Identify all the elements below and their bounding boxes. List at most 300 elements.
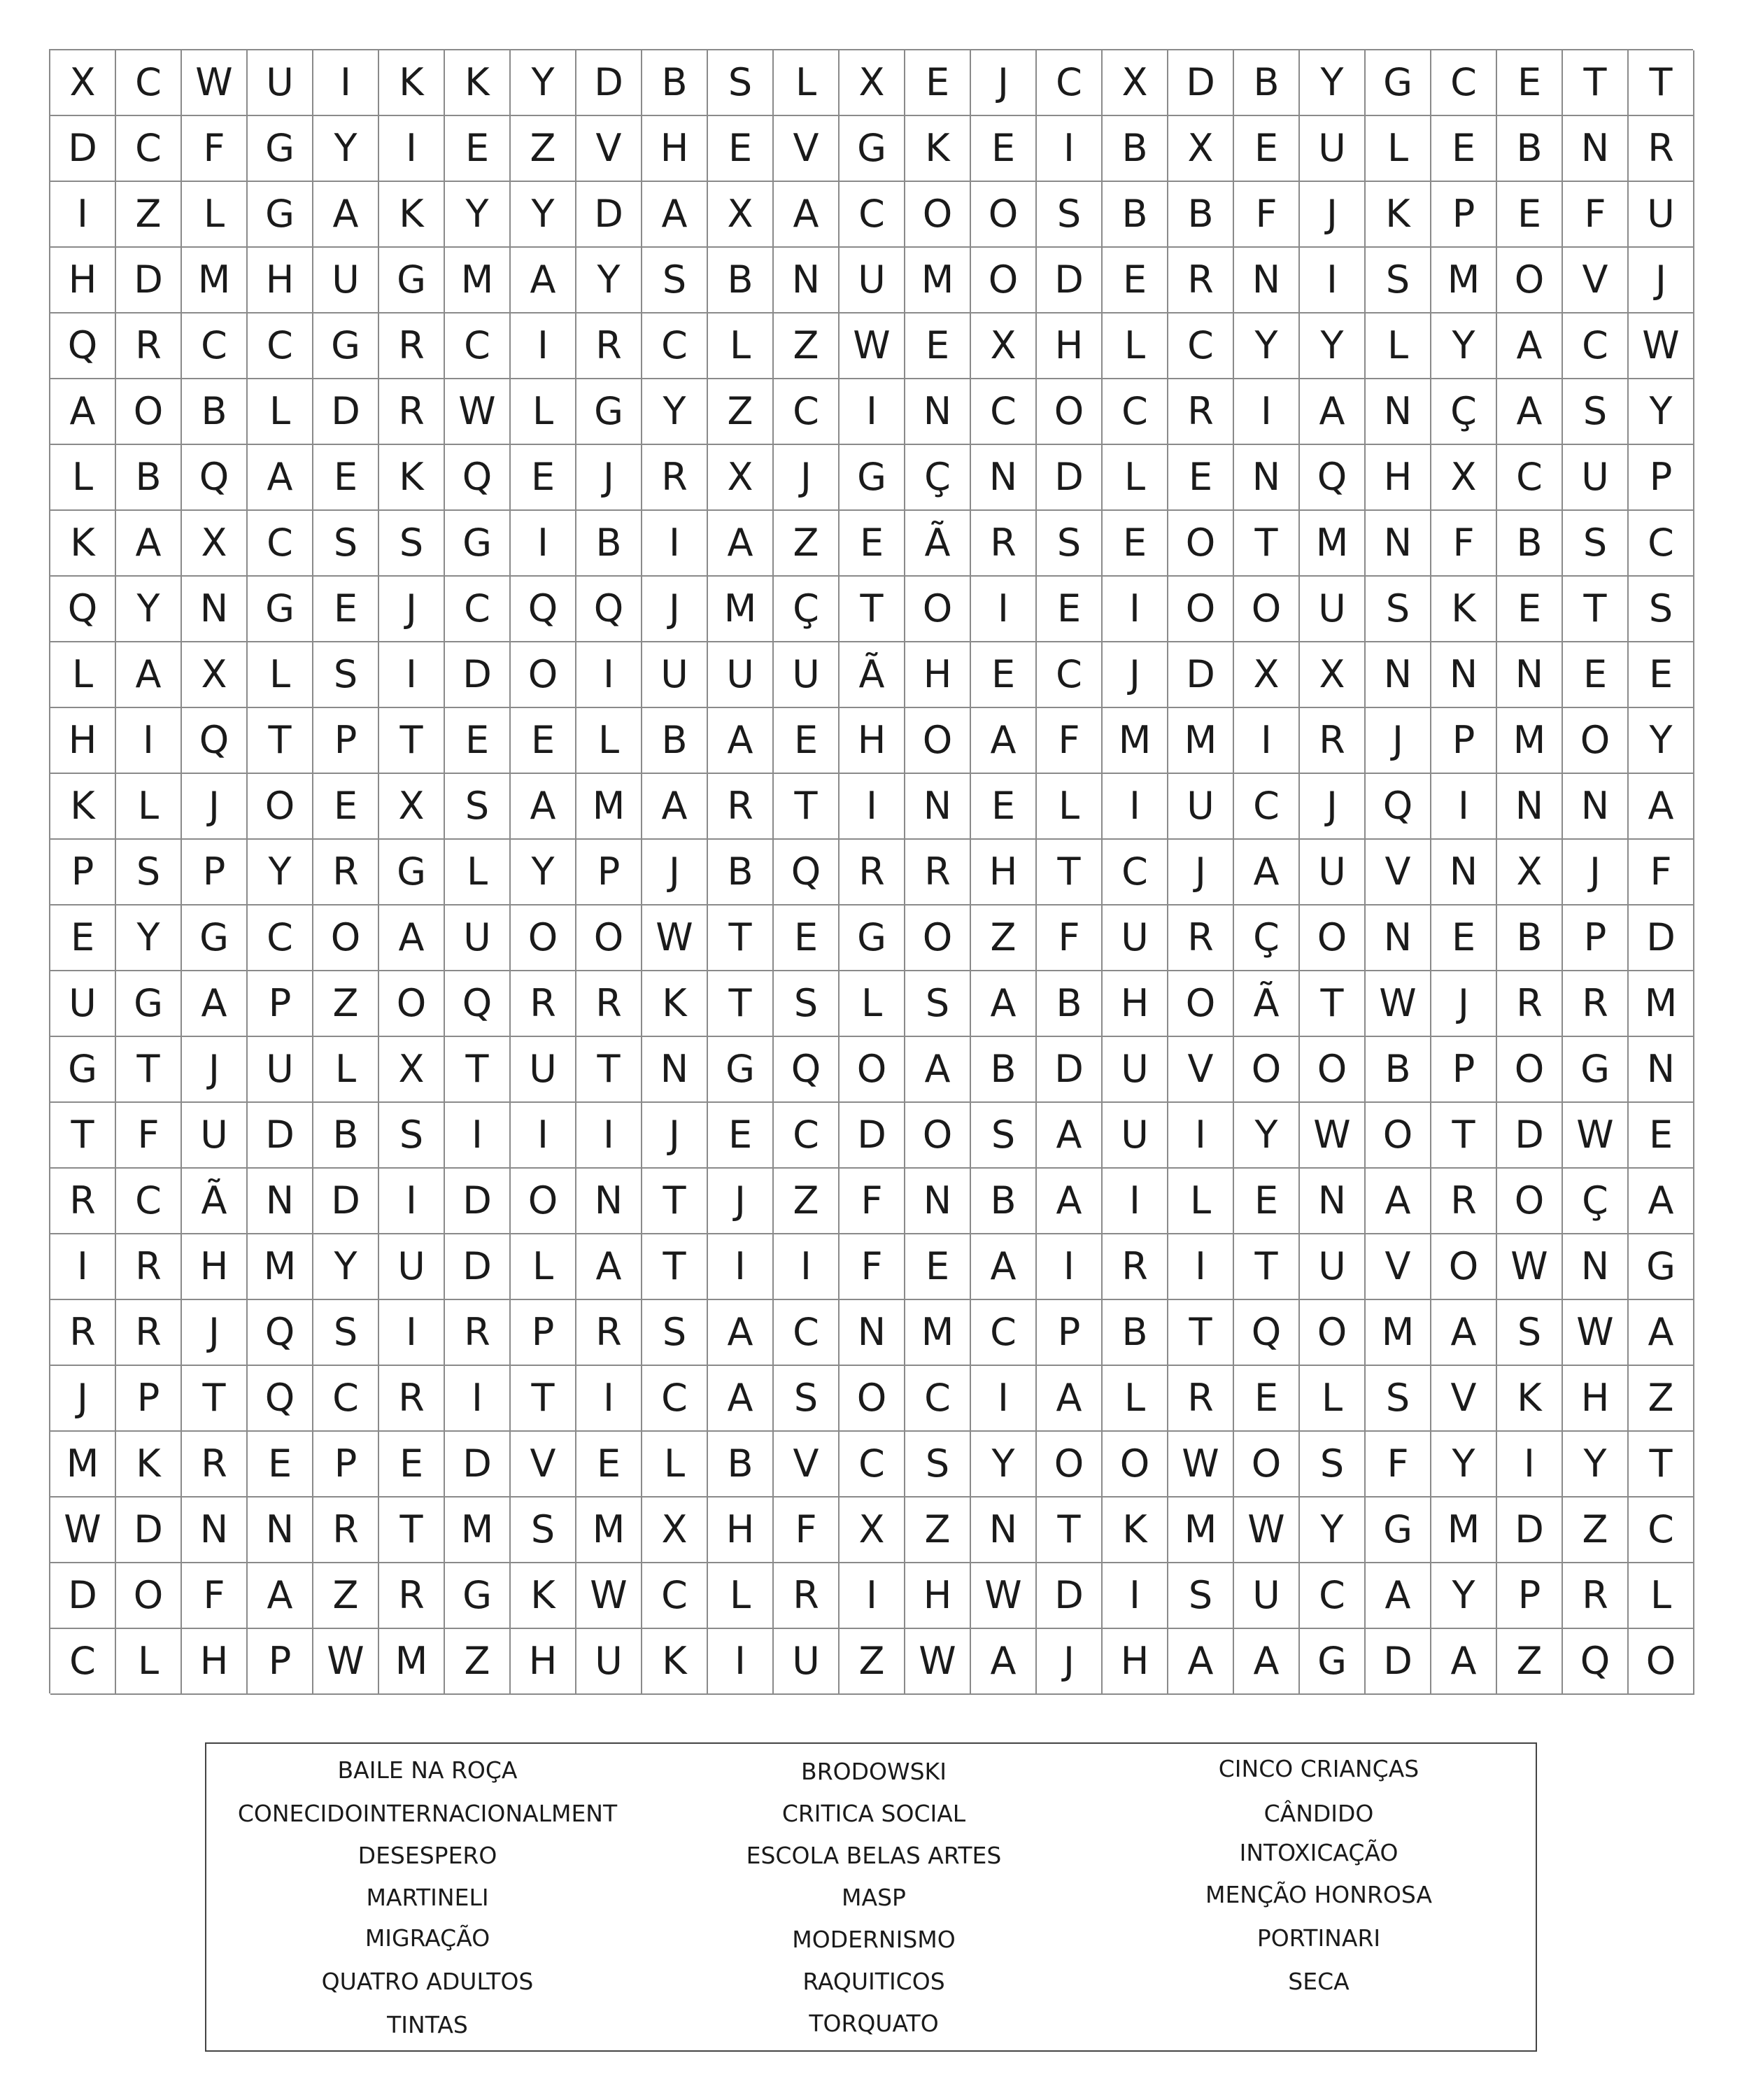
grid-cell[interactable]: R [379,379,445,445]
grid-cell[interactable]: R [511,971,576,1037]
grid-cell[interactable]: Z [905,1498,971,1563]
grid-cell[interactable]: M [1629,971,1694,1037]
grid-cell[interactable]: G [1366,1498,1431,1563]
grid-cell[interactable]: H [1103,971,1168,1037]
grid-cell[interactable]: A [511,248,576,313]
grid-cell[interactable]: O [1037,1432,1103,1498]
grid-cell[interactable]: A [1037,1103,1103,1169]
grid-cell[interactable]: Q [576,577,642,642]
grid-cell[interactable]: N [1563,774,1629,840]
grid-cell[interactable]: M [1431,248,1497,313]
grid-cell[interactable]: P [1629,445,1694,511]
grid-cell[interactable]: H [971,840,1037,905]
grid-cell[interactable]: Z [774,1169,840,1234]
grid-cell[interactable]: D [1497,1103,1563,1169]
grid-cell[interactable]: Y [445,182,511,248]
grid-cell[interactable]: N [905,774,971,840]
grid-cell[interactable]: N [248,1498,313,1563]
grid-cell[interactable]: Y [1431,1432,1497,1498]
grid-cell[interactable]: P [1431,708,1497,774]
grid-cell[interactable]: N [248,1169,313,1234]
grid-cell[interactable]: C [774,379,840,445]
grid-cell[interactable]: W [971,1563,1037,1629]
grid-cell[interactable]: X [1234,642,1300,708]
grid-cell[interactable]: W [1497,1234,1563,1300]
grid-cell[interactable]: I [1103,1563,1168,1629]
grid-cell[interactable]: I [1168,1234,1234,1300]
grid-cell[interactable]: I [1300,248,1366,313]
grid-cell[interactable]: B [116,445,182,511]
grid-cell[interactable]: T [182,1366,248,1432]
grid-cell[interactable]: O [1300,1300,1366,1366]
grid-cell[interactable]: O [1497,1037,1563,1103]
grid-cell[interactable]: S [708,50,774,116]
grid-cell[interactable]: O [116,1563,182,1629]
grid-cell[interactable]: B [971,1169,1037,1234]
grid-cell[interactable]: V [774,1432,840,1498]
grid-cell[interactable]: I [1037,1234,1103,1300]
grid-cell[interactable]: Z [774,313,840,379]
grid-cell[interactable]: N [182,577,248,642]
grid-cell[interactable]: J [642,577,708,642]
grid-cell[interactable]: G [50,1037,116,1103]
grid-cell[interactable]: N [1234,445,1300,511]
grid-cell[interactable]: E [1629,642,1694,708]
grid-cell[interactable]: L [1300,1366,1366,1432]
grid-cell[interactable]: C [182,313,248,379]
grid-cell[interactable]: A [708,511,774,577]
grid-cell[interactable]: A [642,182,708,248]
grid-cell[interactable]: K [1431,577,1497,642]
grid-cell[interactable]: N [1300,1169,1366,1234]
grid-cell[interactable]: B [708,1432,774,1498]
grid-cell[interactable]: E [248,1432,313,1498]
grid-cell[interactable]: K [50,511,116,577]
grid-cell[interactable]: U [1300,840,1366,905]
grid-cell[interactable]: Q [248,1366,313,1432]
grid-cell[interactable]: T [642,1169,708,1234]
grid-cell[interactable]: R [313,840,379,905]
grid-cell[interactable]: H [905,642,971,708]
grid-cell[interactable]: D [445,1169,511,1234]
grid-cell[interactable]: I [840,379,905,445]
grid-cell[interactable]: T [248,708,313,774]
grid-cell[interactable]: V [774,116,840,182]
grid-cell[interactable]: R [50,1169,116,1234]
grid-cell[interactable]: P [50,840,116,905]
grid-cell[interactable]: D [1497,1498,1563,1563]
grid-cell[interactable]: R [116,313,182,379]
grid-cell[interactable]: A [511,774,576,840]
grid-cell[interactable]: U [840,248,905,313]
grid-cell[interactable]: B [1103,182,1168,248]
grid-cell[interactable]: N [1366,905,1431,971]
grid-cell[interactable]: D [50,1563,116,1629]
grid-cell[interactable]: R [182,1432,248,1498]
grid-cell[interactable]: Y [313,116,379,182]
grid-cell[interactable]: O [1103,1432,1168,1498]
grid-cell[interactable]: M [1300,511,1366,577]
grid-cell[interactable]: M [248,1234,313,1300]
grid-cell[interactable]: G [1366,50,1431,116]
grid-cell[interactable]: X [182,642,248,708]
grid-cell[interactable]: Q [774,840,840,905]
grid-cell[interactable]: C [445,577,511,642]
grid-cell[interactable]: O [905,1103,971,1169]
grid-cell[interactable]: J [1300,774,1366,840]
grid-cell[interactable]: X [379,774,445,840]
grid-cell[interactable]: I [511,511,576,577]
grid-cell[interactable]: A [248,1563,313,1629]
grid-cell[interactable]: C [1629,1498,1694,1563]
grid-cell[interactable]: M [905,1300,971,1366]
grid-cell[interactable]: Q [248,1300,313,1366]
grid-cell[interactable]: Q [511,577,576,642]
grid-cell[interactable]: Ã [905,511,971,577]
grid-cell[interactable]: T [708,905,774,971]
grid-cell[interactable]: N [1366,511,1431,577]
grid-cell[interactable]: B [1234,50,1300,116]
grid-cell[interactable]: I [576,1103,642,1169]
grid-cell[interactable]: L [1103,445,1168,511]
grid-cell[interactable]: U [774,1629,840,1695]
grid-cell[interactable]: L [1366,116,1431,182]
grid-cell[interactable]: T [576,1037,642,1103]
grid-cell[interactable]: P [116,1366,182,1432]
grid-cell[interactable]: W [445,379,511,445]
grid-cell[interactable]: I [708,1629,774,1695]
grid-cell[interactable]: R [50,1300,116,1366]
grid-cell[interactable]: C [248,905,313,971]
grid-cell[interactable]: K [379,445,445,511]
grid-cell[interactable]: A [774,182,840,248]
grid-cell[interactable]: J [1103,642,1168,708]
grid-cell[interactable]: M [50,1432,116,1498]
grid-cell[interactable]: R [1168,248,1234,313]
grid-cell[interactable]: W [1168,1432,1234,1498]
grid-cell[interactable]: W [1629,313,1694,379]
grid-cell[interactable]: O [576,905,642,971]
grid-cell[interactable]: H [708,1498,774,1563]
grid-cell[interactable]: Y [1300,50,1366,116]
grid-cell[interactable]: D [1629,905,1694,971]
grid-cell[interactable]: C [1168,313,1234,379]
grid-cell[interactable]: V [1366,840,1431,905]
grid-cell[interactable]: C [1431,50,1497,116]
grid-cell[interactable]: J [379,577,445,642]
grid-cell[interactable]: L [1366,313,1431,379]
grid-cell[interactable]: C [1234,774,1300,840]
grid-cell[interactable]: M [445,1498,511,1563]
grid-cell[interactable]: L [116,774,182,840]
grid-cell[interactable]: G [1300,1629,1366,1695]
grid-cell[interactable]: A [1037,1366,1103,1432]
grid-cell[interactable]: A [116,642,182,708]
grid-cell[interactable]: G [840,116,905,182]
grid-cell[interactable]: D [1366,1629,1431,1695]
grid-cell[interactable]: T [642,1234,708,1300]
grid-cell[interactable]: Y [313,1234,379,1300]
grid-cell[interactable]: O [1366,1103,1431,1169]
grid-cell[interactable]: I [576,642,642,708]
grid-cell[interactable]: G [248,577,313,642]
grid-cell[interactable]: T [379,708,445,774]
grid-cell[interactable]: N [642,1037,708,1103]
grid-cell[interactable]: E [313,577,379,642]
grid-cell[interactable]: J [182,774,248,840]
grid-cell[interactable]: R [576,313,642,379]
grid-cell[interactable]: K [445,50,511,116]
grid-cell[interactable]: E [1234,1169,1300,1234]
grid-cell[interactable]: X [708,445,774,511]
grid-cell[interactable]: Y [1431,1563,1497,1629]
grid-cell[interactable]: Q [182,708,248,774]
grid-cell[interactable]: J [1431,971,1497,1037]
grid-cell[interactable]: D [1037,1563,1103,1629]
grid-cell[interactable]: C [1103,840,1168,905]
grid-cell[interactable]: M [1168,1498,1234,1563]
grid-cell[interactable]: Z [1629,1366,1694,1432]
grid-cell[interactable]: X [50,50,116,116]
grid-cell[interactable]: I [50,182,116,248]
grid-cell[interactable]: F [1366,1432,1431,1498]
grid-cell[interactable]: A [1300,379,1366,445]
grid-cell[interactable]: R [840,840,905,905]
grid-cell[interactable]: G [1563,1037,1629,1103]
grid-cell[interactable]: X [1103,50,1168,116]
grid-cell[interactable]: K [642,1629,708,1695]
grid-cell[interactable]: Z [840,1629,905,1695]
grid-cell[interactable]: K [379,182,445,248]
grid-cell[interactable]: W [313,1629,379,1695]
grid-cell[interactable]: Z [1497,1629,1563,1695]
grid-cell[interactable]: U [708,642,774,708]
grid-cell[interactable]: I [1103,774,1168,840]
grid-cell[interactable]: J [1563,840,1629,905]
grid-cell[interactable]: L [182,182,248,248]
grid-cell[interactable]: R [1497,971,1563,1037]
grid-cell[interactable]: B [642,708,708,774]
grid-cell[interactable]: A [1431,1629,1497,1695]
grid-cell[interactable]: Z [1563,1498,1629,1563]
grid-cell[interactable]: C [642,313,708,379]
grid-cell[interactable]: Y [248,840,313,905]
grid-cell[interactable]: Y [1629,708,1694,774]
grid-cell[interactable]: I [313,50,379,116]
grid-cell[interactable]: S [445,774,511,840]
grid-cell[interactable]: S [1037,511,1103,577]
grid-cell[interactable]: J [774,445,840,511]
grid-cell[interactable]: R [313,1498,379,1563]
grid-cell[interactable]: F [1563,182,1629,248]
grid-cell[interactable]: W [642,905,708,971]
grid-cell[interactable]: A [116,511,182,577]
grid-cell[interactable]: X [1497,840,1563,905]
grid-cell[interactable]: C [445,313,511,379]
grid-cell[interactable]: C [1037,50,1103,116]
grid-cell[interactable]: R [379,313,445,379]
grid-cell[interactable]: I [840,1563,905,1629]
grid-cell[interactable]: D [313,1169,379,1234]
grid-cell[interactable]: Z [445,1629,511,1695]
grid-cell[interactable]: J [182,1037,248,1103]
grid-cell[interactable]: P [1563,905,1629,971]
grid-cell[interactable]: E [313,445,379,511]
grid-cell[interactable]: W [1234,1498,1300,1563]
grid-cell[interactable]: G [182,905,248,971]
grid-cell[interactable]: R [116,1234,182,1300]
grid-cell[interactable]: N [971,445,1037,511]
grid-cell[interactable]: S [1629,577,1694,642]
grid-cell[interactable]: Z [313,1563,379,1629]
grid-cell[interactable]: S [642,248,708,313]
grid-cell[interactable]: F [116,1103,182,1169]
grid-cell[interactable]: U [1168,774,1234,840]
grid-cell[interactable]: F [1629,840,1694,905]
grid-cell[interactable]: B [1366,1037,1431,1103]
grid-cell[interactable]: A [1629,1300,1694,1366]
grid-cell[interactable]: R [1300,708,1366,774]
grid-cell[interactable]: H [1037,313,1103,379]
grid-cell[interactable]: C [840,1432,905,1498]
grid-cell[interactable]: N [1366,379,1431,445]
grid-cell[interactable]: H [50,708,116,774]
grid-cell[interactable]: O [1234,577,1300,642]
grid-cell[interactable]: T [774,774,840,840]
grid-cell[interactable]: N [1431,642,1497,708]
grid-cell[interactable]: T [511,1366,576,1432]
grid-cell[interactable]: S [774,1366,840,1432]
grid-cell[interactable]: A [379,905,445,971]
grid-cell[interactable]: Q [1366,774,1431,840]
grid-cell[interactable]: O [905,708,971,774]
grid-cell[interactable]: N [905,1169,971,1234]
grid-cell[interactable]: O [905,577,971,642]
grid-cell[interactable]: L [708,313,774,379]
grid-cell[interactable]: K [1366,182,1431,248]
grid-cell[interactable]: W [1300,1103,1366,1169]
grid-cell[interactable]: U [1300,1234,1366,1300]
grid-cell[interactable]: T [1629,1432,1694,1498]
grid-cell[interactable]: C [971,1300,1037,1366]
grid-cell[interactable]: D [1037,445,1103,511]
grid-cell[interactable]: C [774,1103,840,1169]
grid-cell[interactable]: X [840,1498,905,1563]
grid-cell[interactable]: T [1300,971,1366,1037]
grid-cell[interactable]: A [971,1629,1037,1695]
grid-cell[interactable]: E [774,905,840,971]
grid-cell[interactable]: Q [182,445,248,511]
grid-cell[interactable]: R [1563,1563,1629,1629]
grid-cell[interactable]: L [1168,1169,1234,1234]
grid-cell[interactable]: E [1497,182,1563,248]
grid-cell[interactable]: Q [50,577,116,642]
grid-cell[interactable]: Ç [1234,905,1300,971]
grid-cell[interactable]: S [1563,511,1629,577]
grid-cell[interactable]: C [1103,379,1168,445]
grid-cell[interactable]: L [576,708,642,774]
grid-cell[interactable]: E [576,1432,642,1498]
grid-cell[interactable]: E [1103,248,1168,313]
grid-cell[interactable]: N [1234,248,1300,313]
grid-cell[interactable]: M [1431,1498,1497,1563]
grid-cell[interactable]: Y [511,182,576,248]
grid-cell[interactable]: I [511,313,576,379]
grid-cell[interactable]: T [116,1037,182,1103]
grid-cell[interactable]: N [840,1300,905,1366]
grid-cell[interactable]: L [774,50,840,116]
grid-cell[interactable]: S [1168,1563,1234,1629]
grid-cell[interactable]: I [116,708,182,774]
grid-cell[interactable]: F [1037,708,1103,774]
grid-cell[interactable]: G [379,840,445,905]
grid-cell[interactable]: U [248,1037,313,1103]
grid-cell[interactable]: I [1431,774,1497,840]
grid-cell[interactable]: E [1497,50,1563,116]
grid-cell[interactable]: O [1234,1432,1300,1498]
grid-cell[interactable]: C [905,1366,971,1432]
grid-cell[interactable]: R [379,1563,445,1629]
grid-cell[interactable]: P [1431,1037,1497,1103]
grid-cell[interactable]: V [576,116,642,182]
grid-cell[interactable]: F [840,1234,905,1300]
grid-cell[interactable]: C [1563,313,1629,379]
grid-cell[interactable]: O [1497,1169,1563,1234]
grid-cell[interactable]: Y [1300,1498,1366,1563]
grid-cell[interactable]: V [511,1432,576,1498]
grid-cell[interactable]: W [50,1498,116,1563]
grid-cell[interactable]: A [1234,840,1300,905]
grid-cell[interactable]: E [445,708,511,774]
grid-cell[interactable]: B [1103,116,1168,182]
grid-cell[interactable]: O [840,1037,905,1103]
grid-cell[interactable]: I [379,1300,445,1366]
grid-cell[interactable]: Y [1300,313,1366,379]
grid-cell[interactable]: I [971,1366,1037,1432]
grid-cell[interactable]: R [905,840,971,905]
grid-cell[interactable]: N [905,379,971,445]
grid-cell[interactable]: E [708,1103,774,1169]
grid-cell[interactable]: O [511,905,576,971]
grid-cell[interactable]: R [1168,1366,1234,1432]
grid-cell[interactable]: E [1629,1103,1694,1169]
grid-cell[interactable]: Q [1300,445,1366,511]
grid-cell[interactable]: O [840,1366,905,1432]
grid-cell[interactable]: R [1168,905,1234,971]
grid-cell[interactable]: C [116,1169,182,1234]
grid-cell[interactable]: K [50,774,116,840]
grid-cell[interactable]: V [1431,1366,1497,1432]
grid-cell[interactable]: Q [50,313,116,379]
grid-cell[interactable]: X [379,1037,445,1103]
grid-cell[interactable]: G [1629,1234,1694,1300]
grid-cell[interactable]: A [1366,1169,1431,1234]
grid-cell[interactable]: T [1037,1498,1103,1563]
grid-cell[interactable]: X [1300,642,1366,708]
grid-cell[interactable]: E [905,50,971,116]
grid-cell[interactable]: T [1168,1300,1234,1366]
grid-cell[interactable]: S [774,971,840,1037]
grid-cell[interactable]: Y [1629,379,1694,445]
grid-cell[interactable]: T [445,1037,511,1103]
grid-cell[interactable]: I [774,1234,840,1300]
grid-cell[interactable]: I [840,774,905,840]
grid-cell[interactable]: V [1168,1037,1234,1103]
grid-cell[interactable]: I [445,1366,511,1432]
grid-cell[interactable]: I [1497,1432,1563,1498]
grid-cell[interactable]: K [511,1563,576,1629]
grid-cell[interactable]: E [1431,905,1497,971]
